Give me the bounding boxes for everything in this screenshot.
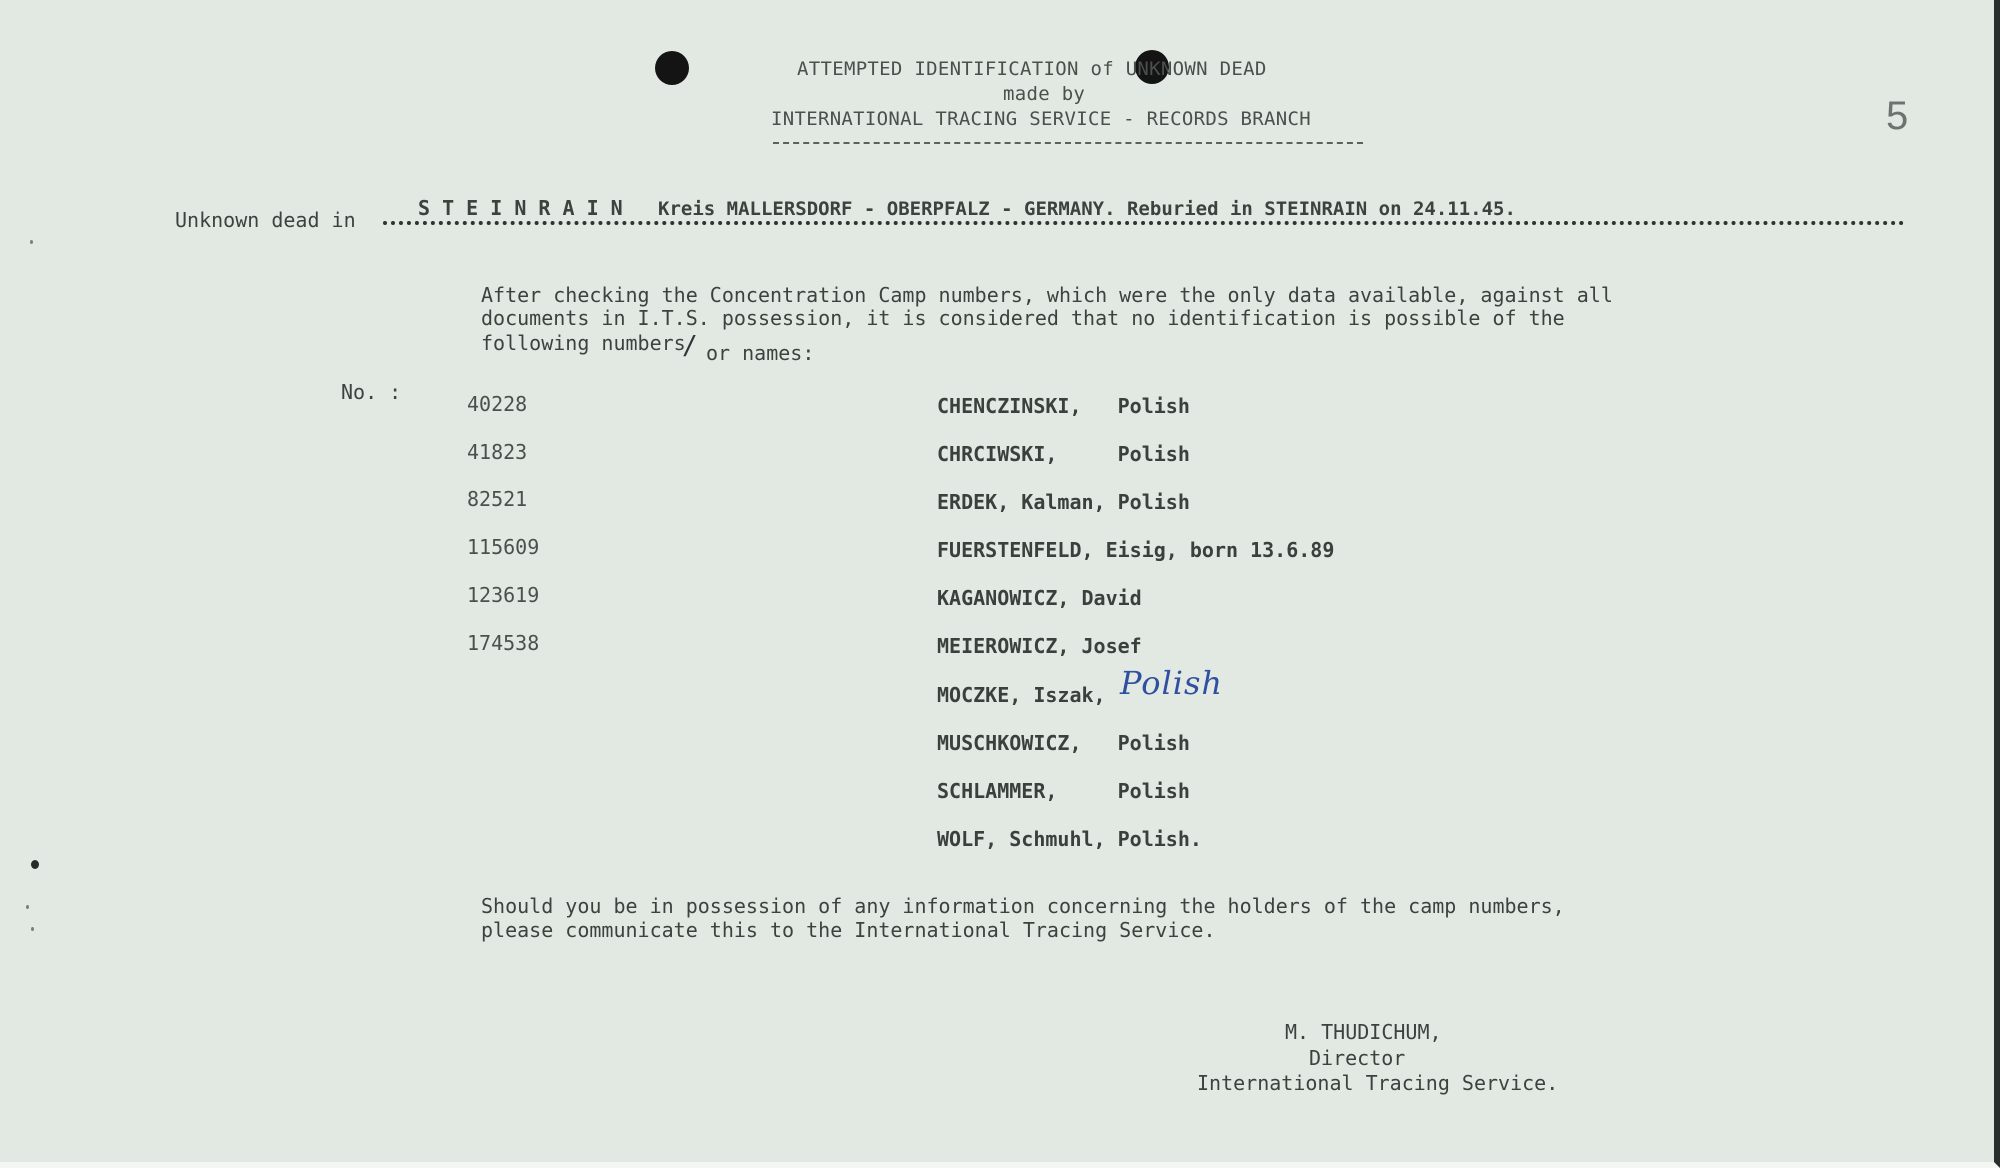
person-entry: FUERSTENFELD, Eisig, born 13.6.89 <box>937 538 1335 562</box>
numbers-label: No. : <box>341 380 402 404</box>
page-number: 5 <box>1886 94 1909 138</box>
intro-slash: / <box>682 331 698 361</box>
intro-line-2: documents in I.T.S. possession, it is considered that no identification is possible of the <box>481 306 1565 330</box>
punch-hole-left <box>655 51 689 85</box>
closing-line-2: please communicate this to the International Tracing Service. <box>481 918 1216 942</box>
scan-mark <box>30 240 33 244</box>
person-entry: KAGANOWICZ, David <box>937 586 1142 610</box>
person-entry: WOLF, Schmuhl, Polish. <box>937 827 1202 851</box>
person-entry: CHENCZINSKI, Polish <box>937 394 1190 418</box>
signature-name: M. THUDICHUM, <box>1285 1020 1442 1044</box>
person-entry: MOCZKE, Iszak, <box>937 683 1106 707</box>
camp-number: 40228 <box>467 392 528 416</box>
person-entry: CHRCIWSKI, Polish <box>937 442 1190 466</box>
location-place: S T E I N R A I N <box>418 196 623 220</box>
camp-number: 174538 <box>467 631 540 655</box>
signature-title: Director <box>1309 1046 1406 1070</box>
scan-mark <box>31 860 39 869</box>
header-organization: INTERNATIONAL TRACING SERVICE - RECORDS BRANCH <box>771 108 1311 130</box>
handwritten-annotation: Polish <box>1120 664 1223 702</box>
camp-number: 123619 <box>467 583 540 607</box>
person-entry: MUSCHKOWICZ, Polish <box>937 731 1190 755</box>
scan-mark <box>31 927 34 931</box>
camp-number: 41823 <box>467 440 528 464</box>
intro-line-1: After checking the Concentration Camp numbers, which were the only data available, against all <box>481 283 1613 307</box>
person-entry: MEIEROWICZ, Josef <box>937 634 1142 658</box>
camp-number: 115609 <box>467 535 540 559</box>
signature-organization: International Tracing Service. <box>1197 1071 1559 1095</box>
location-dotted-line <box>383 221 1905 225</box>
header-underline <box>773 142 1363 144</box>
location-details: Kreis MALLERSDORF - OBERPFALZ - GERMANY. Reburied in STEINRAIN on 24.11.45. <box>658 198 1516 220</box>
camp-number: 82521 <box>467 487 528 511</box>
scan-mark <box>26 905 29 909</box>
closing-line-1: Should you be in possession of any information concerning the holders of the camp numbers, <box>481 894 1565 918</box>
header-made-by: made by <box>1003 83 1086 105</box>
intro-line-3b: or names: <box>706 341 815 365</box>
intro-line-3a: following numbers <box>481 331 686 355</box>
location-label: Unknown dead in <box>175 208 356 232</box>
person-entry: SCHLAMMER, Polish <box>937 779 1190 803</box>
header-title: ATTEMPTED IDENTIFICATION of UNKNOWN DEAD <box>797 58 1267 80</box>
person-entry: ERDEK, Kalman, Polish <box>937 490 1190 514</box>
